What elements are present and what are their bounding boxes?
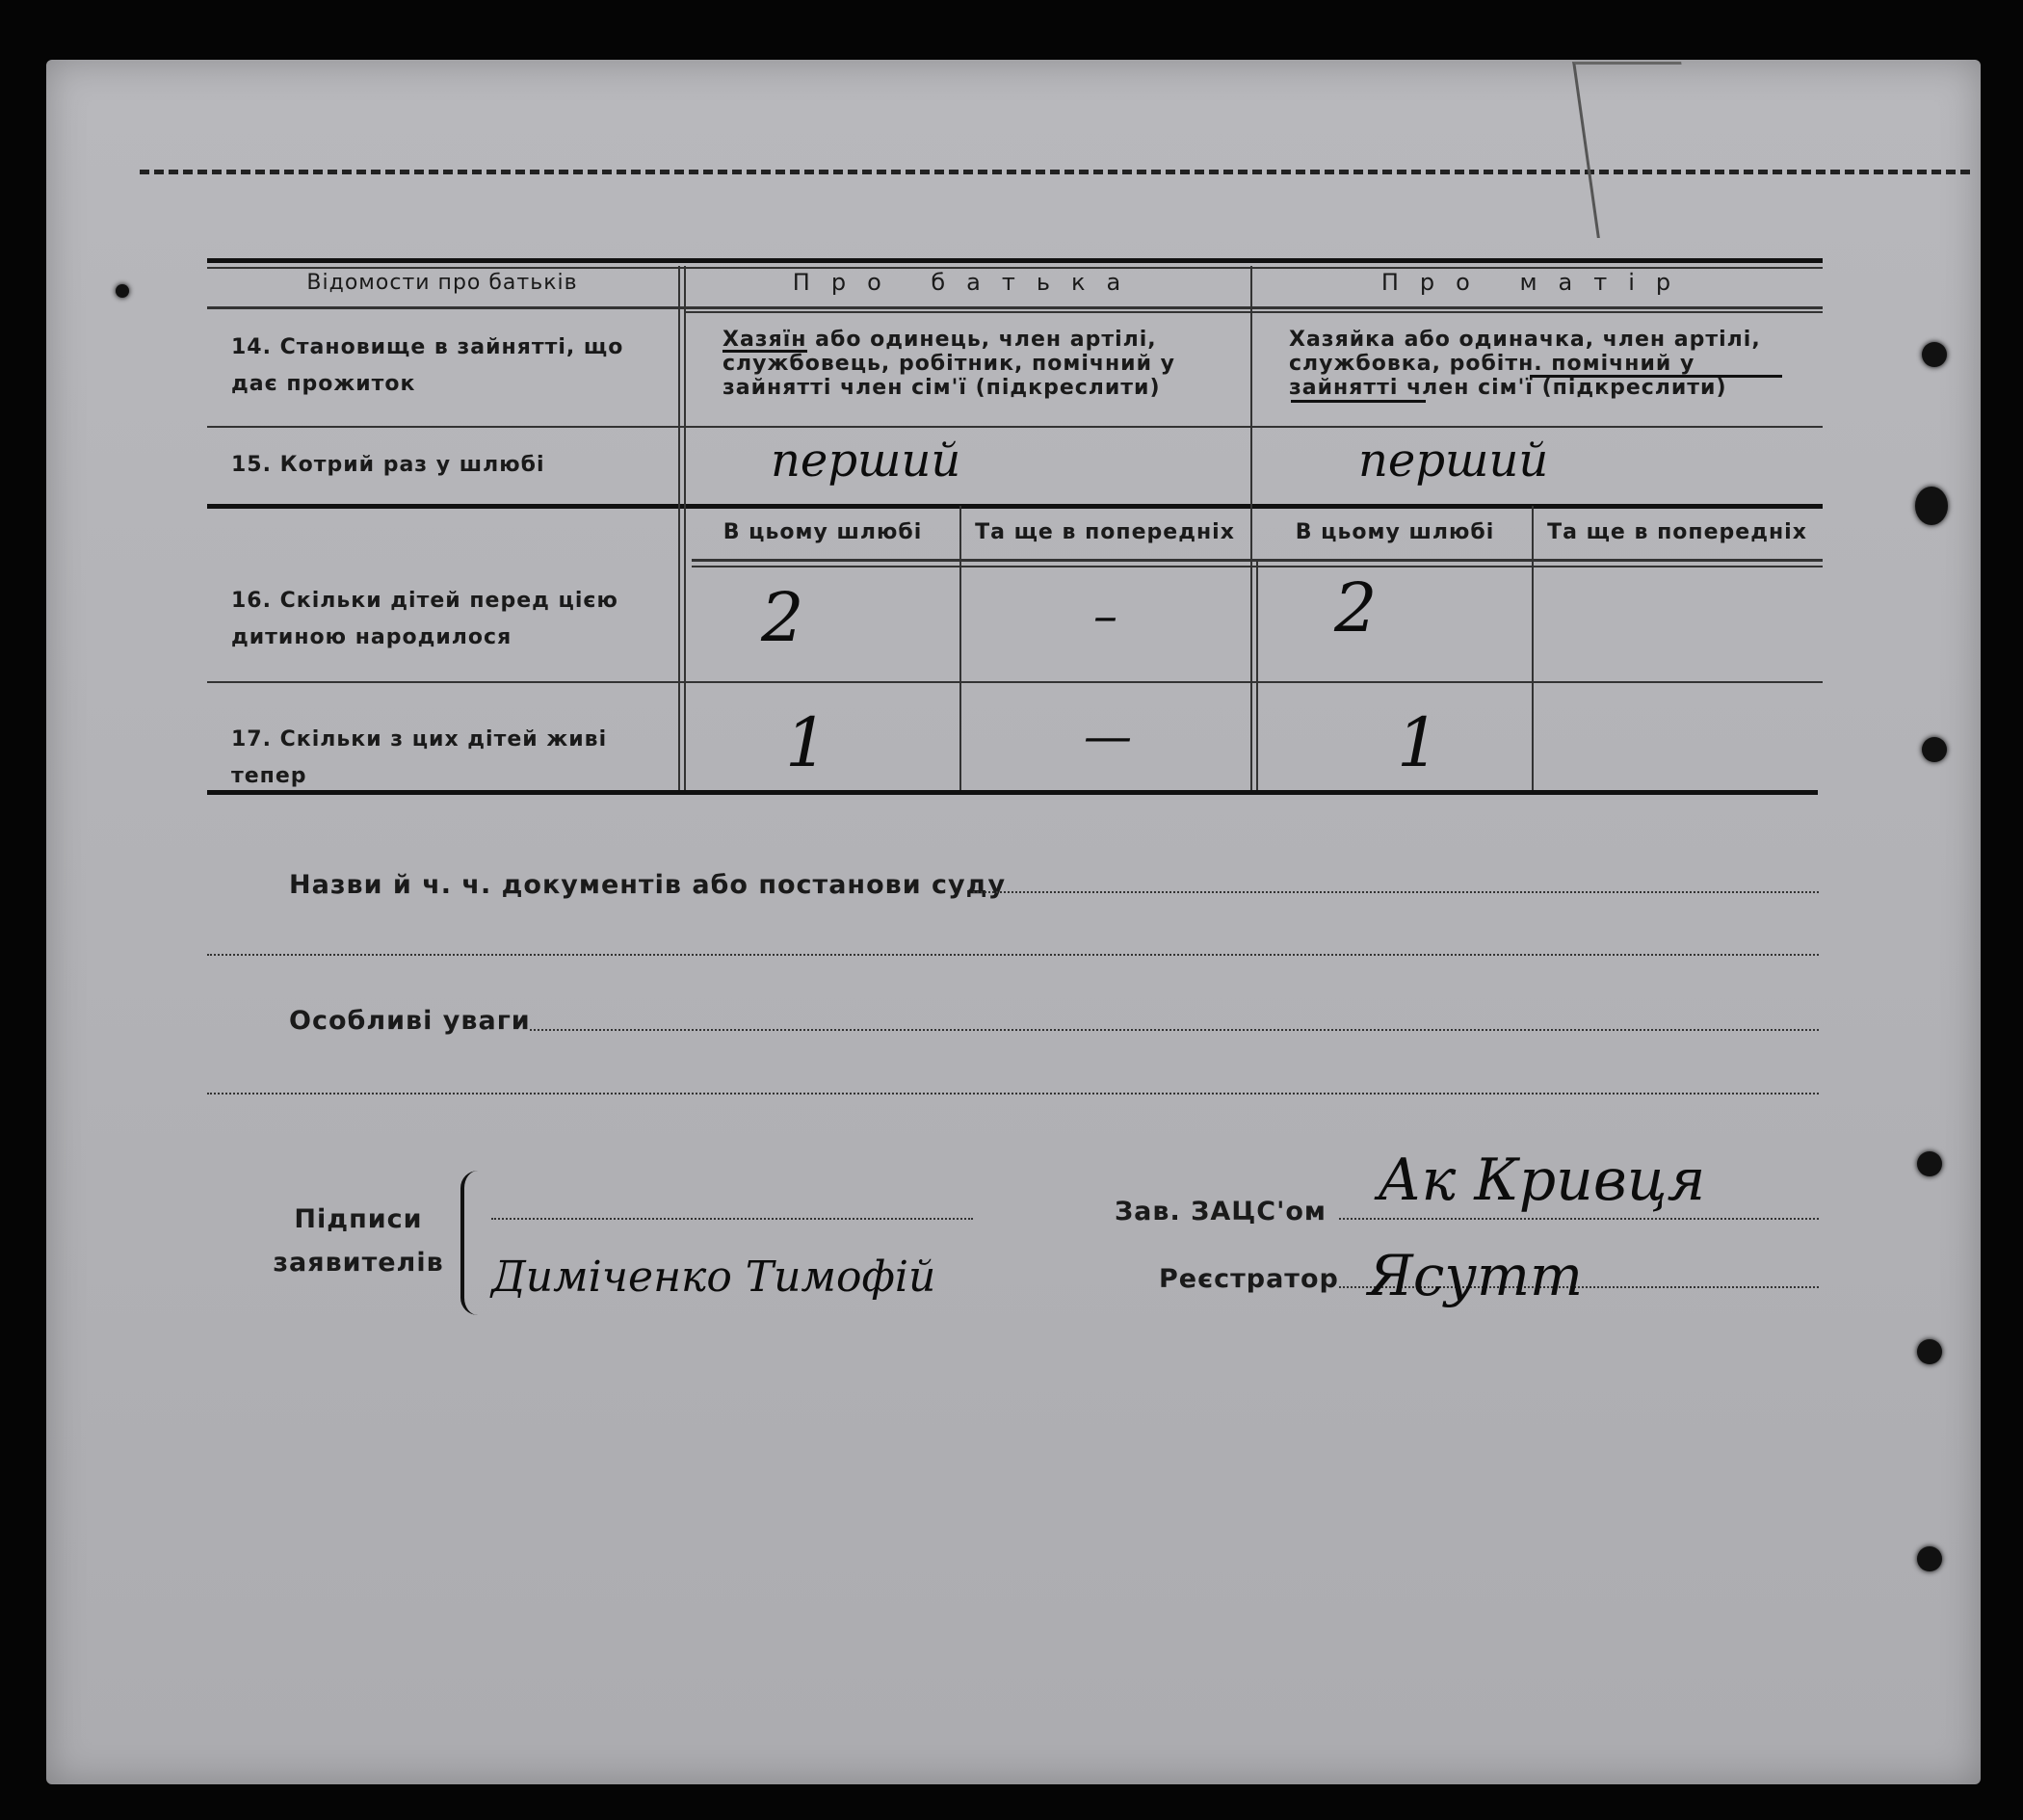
documents-line	[973, 891, 1819, 893]
punch-hole	[1922, 342, 1947, 367]
row17-mother-this: 1	[1397, 703, 1440, 782]
remarks-line-2	[207, 1093, 1819, 1095]
punch-hole	[1915, 487, 1948, 525]
row15-mother-value: перший	[1358, 434, 1549, 488]
registrar-label: Реєстратор	[1159, 1264, 1339, 1294]
applicants-label-line1: Підписи	[294, 1204, 423, 1234]
table-top-border	[207, 258, 1823, 263]
subheader-mother-previous: Та ще в попередніх	[1547, 520, 1807, 544]
table-col-rule	[1250, 266, 1252, 790]
underline-mark	[722, 350, 807, 353]
table-col-rule	[1256, 559, 1258, 790]
punch-hole	[1917, 1151, 1942, 1176]
punch-hole	[116, 284, 129, 298]
row14-mother-options: Хазяйка або одиначка, член артілі, службовка, робітн. помічний у зайнятті член сім'ї (підкреслити)	[1289, 328, 1761, 400]
document-page	[46, 60, 1981, 1784]
row16-label: 16. Скільки дітей перед цією дитиною народилося	[231, 589, 618, 649]
underline-mark	[1291, 400, 1426, 403]
signature-brace	[460, 1171, 482, 1315]
table-col-rule	[959, 506, 961, 790]
subheader-mother-this: В цьому шлюбі	[1295, 520, 1495, 544]
applicant-signature: Диміченко Тимофій	[491, 1253, 936, 1302]
subheader-father-this: В цьому шлюбі	[722, 520, 923, 544]
header-father: Про батька	[792, 269, 1143, 296]
table-rule	[684, 311, 1823, 313]
punch-hole	[1917, 1339, 1942, 1364]
registrar-signature: Ясутт	[1368, 1243, 1583, 1308]
remarks-label: Особливі уваги	[289, 1006, 531, 1036]
table-rule	[207, 426, 1823, 428]
documents-line-2	[207, 954, 1819, 956]
subheader-father-previous: Та ще в попередніх	[975, 520, 1235, 544]
table-col-rule	[678, 266, 680, 790]
head-signature-line	[1339, 1218, 1819, 1220]
row16-mother-this: 2	[1334, 568, 1378, 647]
row15-father-value: перший	[771, 434, 961, 488]
table-rule	[207, 681, 1823, 683]
head-signature: Ак Кривця	[1378, 1147, 1706, 1214]
applicant-signature-line	[491, 1218, 973, 1220]
remarks-line	[530, 1029, 1819, 1031]
row14-label: 14. Становище в зайнятті, що дає прожиток	[231, 335, 624, 396]
table-rule	[207, 306, 1823, 309]
applicants-label-line2: заявителів	[273, 1248, 444, 1278]
header-mother: Про матір	[1380, 269, 1693, 296]
row16-father-previous: –	[1093, 588, 1117, 644]
documents-label: Назви й ч. ч. документів або постанови суду	[289, 870, 1007, 900]
underline-mark	[1530, 375, 1782, 378]
row15-label: 15. Котрий раз у шлюбі	[231, 453, 545, 477]
row17-label: 17. Скільки з цих дітей живі тепер	[231, 727, 608, 788]
punch-hole	[1917, 1546, 1942, 1571]
table-col-rule	[1532, 506, 1534, 790]
row14-father-options: Хазяїн або одинець, член артілі, службовець, робітник, помічний у зайнятті член сім'ї (підкреслити)	[722, 328, 1175, 400]
row17-father-previous: —	[1084, 708, 1132, 764]
row17-father-this: 1	[785, 703, 828, 782]
table-rule	[207, 504, 1823, 509]
head-label: Зав. ЗАЦС'ом	[1115, 1197, 1327, 1227]
punch-hole	[1922, 737, 1947, 762]
header-parents-info: Відомости про батьків	[306, 271, 578, 295]
row16-father-this: 2	[761, 578, 804, 657]
